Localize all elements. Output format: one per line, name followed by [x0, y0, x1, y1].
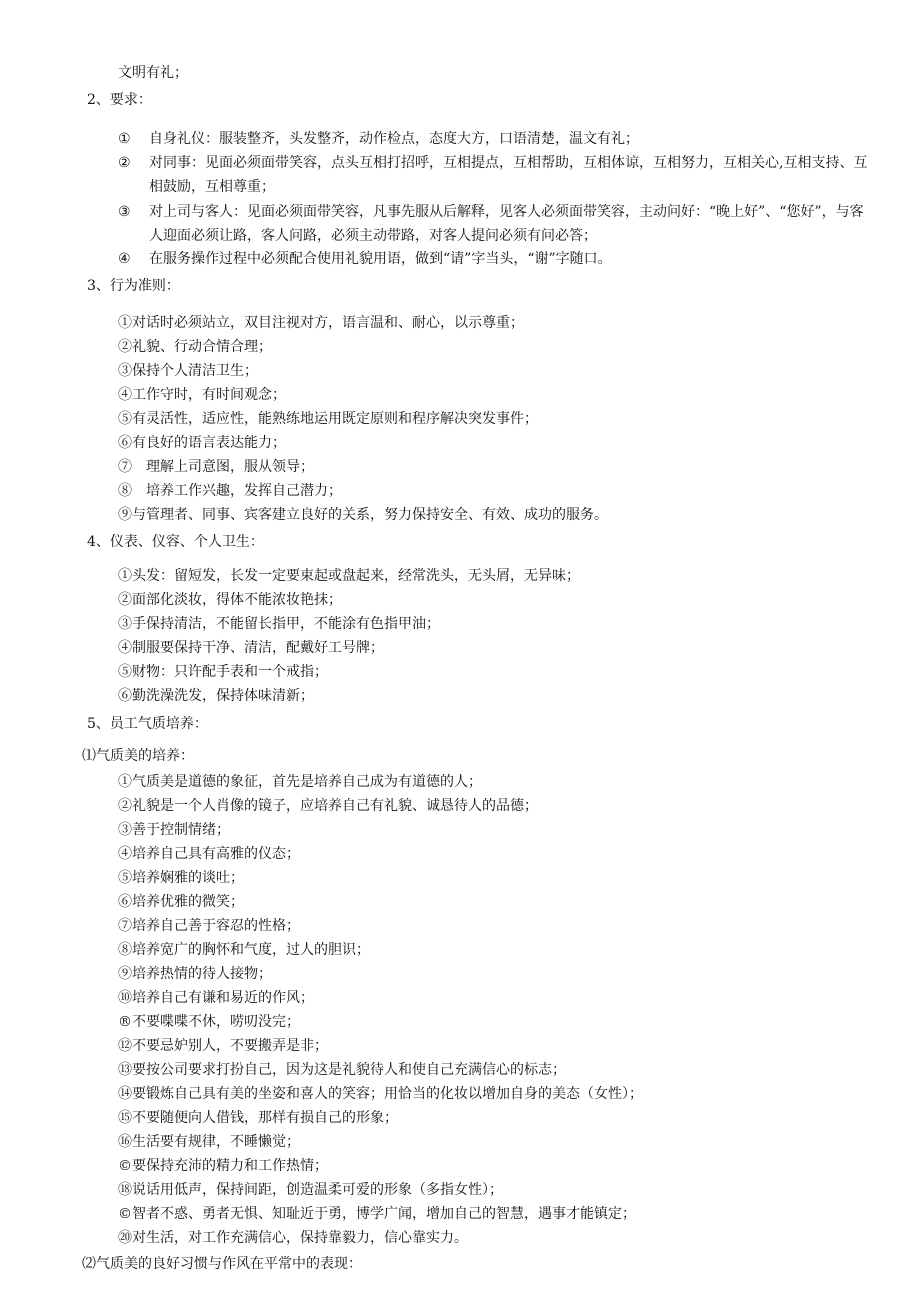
s4-item: ⑥勤洗澡洗发，保持体味清新； [118, 688, 314, 704]
s3-item: ①对话时必须站立，双目注视对方，语言温和、耐心，以示尊重； [118, 315, 524, 331]
s2-item-2-text-body: 对同事：见面必须面带笑容，点头互相打招呼，互相提点，互相帮助，互相体谅，互相努力，互相关心,互相支持、互相鼓励，互相尊重； [149, 155, 868, 195]
s3-item: ②礼貌、行动合情合理； [118, 339, 272, 355]
s5-item: ⑭要锻炼自己具有美的坐姿和喜人的笑容；用恰当的化妆以增加自身的美态（女性）； [118, 1086, 643, 1102]
s5-item: ⑦培养自己善于容忍的性格； [118, 918, 300, 934]
s2-item-4-text: 在服务操作过程中必须配合使用礼貌用语，做到“请”字当头，“谢”字随口。 [149, 251, 612, 267]
s3-item: ③保持个人清洁卫生； [118, 363, 258, 379]
s3-item: ⑦ 理解上司意图，服从领导； [118, 459, 314, 475]
s5-item: ⑯生活要有规律，不睡懒觉； [118, 1134, 300, 1150]
s5-sub-heading-1: ⑴气质美的培养： [82, 748, 194, 764]
s5-item: ⑬要按公司要求打扮自己，因为这是礼貌待人和使自己充满信心的标志； [118, 1062, 566, 1078]
s2-item-2-num: ② [118, 155, 131, 171]
s5-item: ③善于控制情绪； [118, 822, 230, 838]
s5-item: ®不要喋喋不休，唠叨没完； [118, 1014, 300, 1030]
s5-item: ⑩培养自己有谦和易近的作风； [118, 990, 314, 1006]
s3-item: ⑨与管理者、同事、宾客建立良好的关系，努力保持安全、有效、成功的服务。 [118, 507, 608, 523]
s5-item: ©智者不惑、勇者无惧、知耻近于勇，博学广闻，增加自己的智慧，遇事才能镇定； [118, 1206, 636, 1222]
s2-item-3-num: ③ [118, 204, 131, 220]
s5-item: ⑧培养宽广的胸怀和气度，过人的胆识； [118, 942, 370, 958]
s5-item: ④培养自己具有高雅的仪态； [118, 846, 300, 862]
s5-item: ⑥培养优雅的微笑； [118, 894, 244, 910]
s5-item: ⑮不要随便向人借钱，那样有损自己的形象； [118, 1110, 398, 1126]
s2-item-4-num: ④ [118, 251, 131, 267]
s2-item-1-text: 自身礼仪：服装整齐，头发整齐，动作检点，态度大方，口语清楚，温文有礼； [149, 131, 639, 147]
s4-item: ④制服要保持干净、清洁，配戴好工号牌； [118, 640, 384, 656]
s3-item: ⑥有良好的语言表达能力； [118, 435, 286, 451]
s4-item: ①头发：留短发，长发一定要束起或盘起来，经常洗头，无头屑，无异味； [118, 568, 580, 584]
s5-item: ⑤培养娴雅的谈吐； [118, 870, 244, 886]
s3-item: ⑧ 培养工作兴趣，发挥自己潜力； [118, 483, 342, 499]
s5-sub-heading-2: ⑵气质美的良好习惯与作风在平常中的表现： [82, 1256, 362, 1272]
s3-item: ⑤有灵活性，适应性，能熟练地运用既定原则和程序解决突发事件； [118, 411, 538, 427]
s4-item: ⑤财物：只许配手表和一个戒指； [118, 664, 328, 680]
s5-item: ⑨培养热情的待人接物； [118, 966, 272, 982]
s3-item: ④工作守时，有时间观念； [118, 387, 286, 403]
section-2-heading: 2、要求： [87, 92, 152, 108]
section-3-heading: 3、行为准则： [87, 278, 180, 294]
s2-item-2-text [149, 151, 869, 199]
section-4-heading: 4、仪表、仪容、个人卫生： [87, 534, 264, 550]
s4-item: ③手保持清洁，不能留长指甲，不能涂有色指甲油； [118, 616, 440, 632]
s5-item: ①气质美是道德的象征，首先是培养自己成为有道德的人； [118, 774, 482, 790]
s5-item: ⑫不要忌妒别人，不要搬弄是非； [118, 1038, 328, 1054]
section-5-heading: 5、员工气质培养： [87, 716, 208, 732]
intro-line: 文明有礼； [118, 65, 188, 81]
s2-item-3-text [149, 200, 869, 248]
s2-item-1-num: ① [118, 131, 131, 147]
s5-item: ②礼貌是一个人肖像的镜子，应培养自己有礼貌、诚恳待人的品德； [118, 798, 538, 814]
s4-item: ②面部化淡妆，得体不能浓妆艳抹； [118, 592, 342, 608]
s2-item-3-text-body: 对上司与客人：见面必须面带笑容，凡事先服从后解释，见客人必须面带笑容，主动问好：“晚上好”、“您好”，与客人迎面必须让路，客人问路，必须主动带路，对客人提问必须有问必答； [149, 204, 864, 244]
s5-item: ⑳对生活，对工作充满信心，保持靠毅力，信心靠实力。 [118, 1230, 468, 1246]
s5-item: ©要保持充沛的精力和工作热情； [118, 1158, 328, 1174]
s5-item: ⑱说话用低声，保持间距，创造温柔可爱的形象（多指女性）； [118, 1182, 503, 1198]
